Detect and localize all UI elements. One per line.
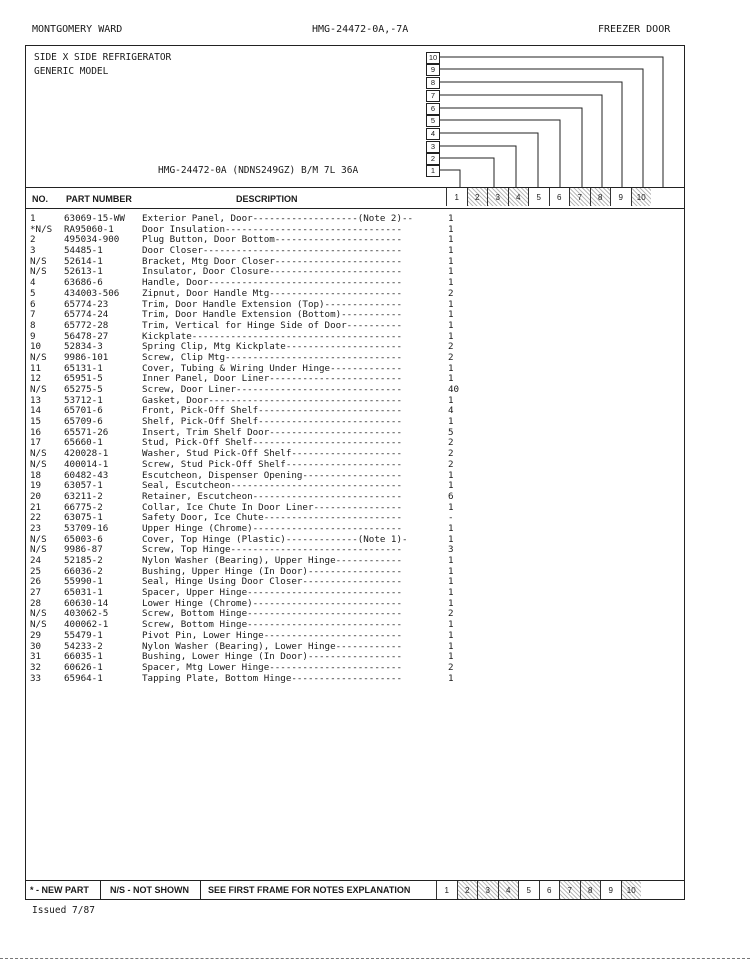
part-number: 9986-101 [64,351,109,363]
part-qty: 1 [448,277,454,289]
part-number: 53712-1 [64,394,103,406]
part-no: N/S [30,255,47,267]
part-number: 65660-1 [64,437,103,449]
header-section: FREEZER DOOR [598,24,671,35]
part-number: 52614-1 [64,255,103,267]
part-number: 66036-2 [64,565,103,577]
part-qty: 1 [448,597,454,609]
part-no: 33 [30,672,42,684]
part-description: Spring Clip, Mtg Kickplate--------------------- [142,341,402,353]
part-no: 15 [30,416,42,428]
part-no: 12 [30,373,42,385]
part-number: 63211-2 [64,490,103,502]
table-row [30,674,468,685]
part-description: Trim, Vertical for Hinge Side of Door---------- [142,319,402,331]
part-qty: 2 [448,351,454,363]
footer-qty-columns [436,881,641,899]
tag-4: 4 [426,128,440,140]
qty-col-7: 7 [569,188,590,206]
part-number: 60626-1 [64,661,103,673]
part-no: 21 [30,501,42,513]
tag-10: 10 [426,52,440,64]
qty-col-1: 1 [446,188,467,206]
part-no: 4 [30,277,36,289]
part-qty: 1 [448,555,454,566]
part-description: Insert, Trim Shelf Door------------------------ [142,426,402,438]
part-no: 16 [30,426,42,438]
part-qty: 1 [448,416,454,428]
part-no: N/S [30,384,47,395]
part-qty: 2 [448,341,454,353]
qty-col-4: 4 [508,188,529,206]
part-number: 65709-6 [64,416,103,428]
part-description: Escutcheon, Dispenser Opening------------------ [142,469,402,481]
foot-col-9: 9 [600,881,621,899]
part-qty: 1 [448,213,454,224]
part-description: Bushing, Lower Hinge (In Door)----------------- [142,651,402,663]
qty-col-3: 3 [487,188,508,206]
part-description: Trim, Door Handle Extension (Bottom)----------- [142,309,402,321]
tag-8: 8 [426,77,440,89]
part-no: 23 [30,522,42,534]
part-description: Shelf, Pick-Off Shelf-------------------------- [142,416,402,428]
part-qty: 1 [448,362,454,374]
part-description: Stud, Pick-Off Shelf--------------------------- [142,437,402,449]
part-description: Collar, Ice Chute In Door Liner---------------- [142,501,402,513]
qty-col-10: 10 [631,188,652,206]
part-number: 65964-1 [64,672,103,684]
part-number: 65774-24 [64,309,109,321]
column-rule [25,208,685,209]
part-number: 52613-1 [64,266,103,278]
tag-9: 9 [426,64,440,76]
part-no: 8 [30,319,36,331]
part-no: N/S [30,448,47,460]
table-row [30,289,468,300]
part-qty: 1 [448,309,454,321]
part-number: RA95060-1 [64,223,114,235]
part-qty: 1 [448,319,454,331]
part-number: 66035-1 [64,651,103,663]
part-qty: - [448,512,454,524]
part-qty: 2 [448,287,454,299]
part-description: Bushing, Upper Hinge (In Door)----------------- [142,565,402,577]
col-part-number: PART NUMBER [66,194,132,204]
part-qty: 3 [448,544,454,556]
part-description: Door Closer------------------------------------ [142,245,402,257]
part-no: 28 [30,597,42,609]
part-number: 53709-16 [64,522,109,534]
foot-col-8: 8 [580,881,601,899]
part-no: 10 [30,341,42,353]
part-no: 25 [30,565,42,577]
part-description: Screw, Door Liner------------------------------ [142,384,402,395]
part-qty: 40 [448,384,460,395]
part-qty: 1 [448,245,454,257]
part-number: 54233-2 [64,640,103,652]
part-qty: 1 [448,373,454,385]
part-description: Screw, Clip Mtg-------------------------------- [142,351,402,363]
part-description: Washer, Stud Pick-Off Shelf-------------------- [142,448,402,460]
page-cut-line [0,958,750,959]
part-qty: 1 [448,619,454,631]
part-description: Safety Door, Ice Chute------------------------- [142,512,402,524]
part-no: N/S [30,544,47,556]
part-number: 65951-5 [64,373,103,385]
table-row [30,663,468,674]
part-number: 63075-1 [64,512,103,524]
part-number: 52834-3 [64,341,103,353]
part-description: Screw, Top Hinge------------------------------- [142,544,402,556]
part-no: 7 [30,309,36,321]
part-qty: 2 [448,437,454,449]
header-brand: MONTGOMERY WARD [32,24,123,35]
foot-col-4: 4 [498,881,519,899]
part-qty: 1 [448,469,454,481]
part-qty: 1 [448,587,454,599]
part-no: 29 [30,629,42,641]
tag-leader-lines [0,0,750,200]
part-description: Door Insulation-------------------------------- [142,223,402,235]
part-number: 400014-1 [64,458,109,470]
tag-1: 1 [426,165,440,177]
part-description: Exterior Panel, Door-------------------(Note 2)-- [142,213,414,224]
part-no: 18 [30,469,42,481]
tag-3: 3 [426,141,440,153]
part-description: Screw, Bottom Hinge---------------------------- [142,608,402,620]
qty-col-8: 8 [590,188,611,206]
part-number: 420028-1 [64,448,109,460]
qty-column-headers [446,188,651,208]
part-description: Pivot Pin, Lower Hinge------------------------- [142,629,402,641]
part-number: 52185-2 [64,555,103,566]
part-no: 19 [30,480,42,492]
header-model: HMG-24472-0A,-7A [312,24,409,35]
qty-col-2: 2 [467,188,488,206]
part-number: 65131-1 [64,362,103,374]
part-no: 3 [30,245,36,257]
legend-new-part: * - NEW PART [30,885,89,895]
part-description: Gasket, Door----------------------------------- [142,394,402,406]
part-no: 24 [30,555,42,566]
part-qty: 1 [448,576,454,588]
footer-divider [200,880,201,900]
part-description: Insulator, Door Closure------------------------ [142,266,402,278]
part-no: 20 [30,490,42,502]
part-qty: 5 [448,426,454,438]
part-no: 9 [30,330,36,342]
part-qty: 1 [448,330,454,342]
part-number: 65003-6 [64,533,103,545]
qty-col-6: 6 [549,188,570,206]
table-row [30,492,468,503]
part-no: 6 [30,298,36,310]
part-qty: 2 [448,448,454,460]
part-qty: 1 [448,672,454,684]
part-number: 60630-14 [64,597,109,609]
part-no: N/S [30,608,47,620]
part-number: 54485-1 [64,245,103,257]
part-description: Nylon Washer (Bearing), Lower Hinge------------ [142,640,402,652]
part-description: Retainer, Escutcheon--------------------------- [142,490,402,502]
part-number: 9986-87 [64,544,103,556]
part-number: 495034-900 [64,234,120,246]
foot-col-10: 10 [621,881,642,899]
part-qty: 6 [448,490,454,502]
part-description: Spacer, Mtg Lower Hinge------------------------ [142,661,402,673]
part-description: Lower Hinge (Chrome)--------------------------- [142,597,402,609]
part-qty: 2 [448,608,454,620]
part-description: Inner Panel, Door Liner------------------------ [142,373,402,385]
foot-col-3: 3 [477,881,498,899]
part-description: Spacer, Upper Hinge---------------------------- [142,587,402,599]
col-description: DESCRIPTION [236,194,298,204]
part-number: 65031-1 [64,587,103,599]
legend-not-shown: N/S - NOT SHOWN [110,885,189,895]
part-no: 13 [30,394,42,406]
part-no: 32 [30,661,42,673]
footer-divider [100,880,101,900]
part-qty: 1 [448,651,454,663]
part-description: Handle, Door----------------------------------- [142,277,402,289]
part-no: 27 [30,587,42,599]
foot-col-7: 7 [559,881,580,899]
parts-list [30,214,468,684]
part-qty: 1 [448,565,454,577]
col-no: NO. [32,194,49,204]
table-row [30,631,468,642]
part-qty: 2 [448,458,454,470]
part-description: Upper Hinge (Chrome)--------------------------- [142,522,402,534]
part-qty: 2 [448,661,454,673]
part-no: 22 [30,512,42,524]
part-qty: 1 [448,223,454,235]
part-qty: 1 [448,629,454,641]
part-number: 400062-1 [64,619,109,631]
foot-col-2: 2 [457,881,478,899]
part-description: Front, Pick-Off Shelf-------------------------- [142,405,402,417]
part-description: Bracket, Mtg Door Closer----------------------- [142,255,402,267]
part-description: Zipnut, Door Handle Mtg------------------------ [142,287,402,299]
part-number: 434003-506 [64,287,120,299]
qty-col-9: 9 [610,188,631,206]
notes-reference: SEE FIRST FRAME FOR NOTES EXPLANATION [208,885,411,895]
tag-5: 5 [426,115,440,127]
part-qty: 1 [448,255,454,267]
part-description: Cover, Tubing & Wiring Under Hinge------------- [142,362,402,374]
part-no: N/S [30,533,47,545]
part-qty: 1 [448,533,454,545]
part-no: 2 [30,234,36,246]
issued-date: Issued 7/87 [32,905,95,916]
part-description: Screw, Stud Pick-Off Shelf--------------------- [142,458,402,470]
part-no: N/S [30,351,47,363]
part-qty: 1 [448,394,454,406]
product-subtitle: GENERIC MODEL [34,66,109,77]
part-number: 55479-1 [64,629,103,641]
part-qty: 4 [448,405,454,417]
part-no: 11 [30,362,42,374]
part-number: 63069-15-WW [64,213,125,224]
foot-col-5: 5 [518,881,539,899]
part-no: N/S [30,458,47,470]
table-row [30,460,468,471]
part-no: *N/S [30,223,53,235]
part-qty: 1 [448,522,454,534]
part-no: 26 [30,576,42,588]
part-no: N/S [30,266,47,278]
part-no: N/S [30,619,47,631]
part-number: 65774-23 [64,298,109,310]
product-title: SIDE X SIDE REFRIGERATOR [34,52,172,63]
part-number: 65275-5 [64,384,103,395]
part-no: 5 [30,287,36,299]
part-qty: 1 [448,640,454,652]
part-number: 65571-26 [64,426,109,438]
tag-6: 6 [426,103,440,115]
qty-col-5: 5 [528,188,549,206]
part-qty: 1 [448,234,454,246]
part-no: 14 [30,405,42,417]
part-no: 31 [30,651,42,663]
part-number: 66775-2 [64,501,103,513]
part-number: 63686-6 [64,277,103,289]
foot-col-6: 6 [539,881,560,899]
part-description: Cover, Top Hinge (Plastic)-------------(Note 1)- [142,533,408,545]
part-description: Tapping Plate, Bottom Hinge-------------------- [142,672,402,684]
part-description: Screw, Bottom Hinge---------------------------- [142,619,402,631]
part-qty: 1 [448,266,454,278]
part-qty: 1 [448,480,454,492]
table-row [30,321,468,332]
part-description: Kickplate-------------------------------------- [142,330,402,342]
part-description: Seal, Escutcheon------------------------------- [142,480,402,492]
part-description: Trim, Door Handle Extension (Top)-------------- [142,298,402,310]
tag-2: 2 [426,153,440,165]
part-no: 30 [30,640,42,652]
part-description: Plug Button, Door Bottom----------------------- [142,234,402,246]
part-number: 60482-43 [64,469,109,481]
foot-col-1: 1 [436,881,457,899]
part-number: 403062-5 [64,608,109,620]
model-line: HMG-24472-0A (NDNS249GZ) B/M 7L 36A [158,165,359,176]
part-number: 65701-6 [64,405,103,417]
part-description: Seal, Hinge Using Door Closer------------------ [142,576,402,588]
part-qty: 1 [448,501,454,513]
part-description: Nylon Washer (Bearing), Upper Hinge------------ [142,555,402,566]
part-number: 63057-1 [64,480,103,492]
part-number: 56478-27 [64,330,109,342]
tag-7: 7 [426,90,440,102]
part-qty: 1 [448,298,454,310]
part-number: 65772-28 [64,319,109,331]
part-number: 55990-1 [64,576,103,588]
part-no: 1 [30,213,36,224]
part-no: 17 [30,437,42,449]
